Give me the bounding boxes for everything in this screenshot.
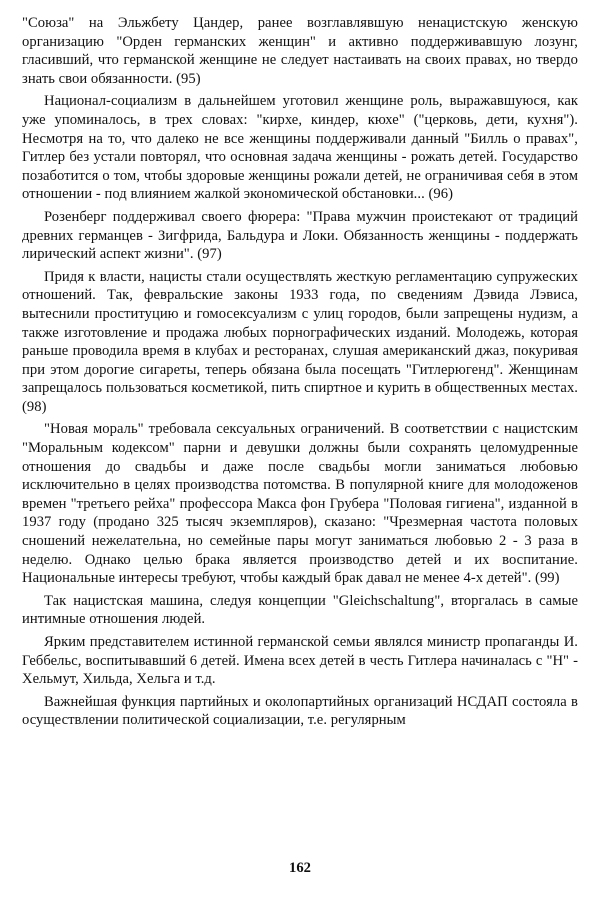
paragraph-5: "Новая мораль" требовала сексуальных ограничений. В соответствии с нацистским "Моральным кодексом" парни и девушки должны были сохранять целомудренные отношения до свадьбы и даже после свадьбы могли заниматься любовью исключительно в целях производства потомства. В популярной книге для молодоженов времен "третьего рейха" профессора Макса фон Грубера "Половая гигиена", изданной в 1937 году (продано 325 тысяч экземпляров), сказано: "Чрезмерная частота половых сношений нежелательна, но семейные пары могут заниматься любовью 2 - 3 раза в неделю. Однако целью брака является производство детей и их воспитание. Национальные интересы требуют, чтобы каждый брак давал не менее 4-х детей". (99) [22,421,578,587]
body-text [22,14,578,734]
paragraph-8: Важнейшая функция партийных и околопартийных организаций НСДАП состояла в осуществлении политической социализации, т.е. регулярным [22,693,578,729]
paragraph-6: Так нацистская машина, следуя концепции "Gleichschaltung", вторгалась в самые интимные отношения людей. [22,592,578,628]
paragraph-1: "Союза" на Эльжбету Цандер, ранее возглавлявшую ненацистскую женскую организацию "Орден германских женщин" и активно поддерживавшую лозунг, гласивший, что германской женщине не следует настаивать на своих правах, но твердо знать свои обязанности. (95) [22,15,578,87]
paragraph-7: Ярким представителем истинной германской семьи являлся министр пропаганды И. Геббельс, воспитывавший 6 детей. Имена всех детей в честь Гитлера начиналась с "Н" - Хельмут, Хильда, Хельга и т.д. [22,634,578,688]
paragraph-4: Придя к власти, нацисты стали осуществлять жесткую регламентацию супружеских отношений. Так, февральские законы 1933 года, по сведениям Дэвида Лэвиса, вытеснили проституцию и гомосексуализм с улиц городов, были запрещены нудизм, а также изготовление и продажа любых порнографических изданий. Молодежь, которая раньше проводила время в клубах и ресторанах, слушая американский джаз, покуривая при этом дорогие сигареты, теперь обязана была посещать "Гитлерюгенд". Женщинам запрещалось пользоваться косметикой, пить спиртное и курить в общественных местах. (98) [22,268,578,415]
page-number: 162 [289,860,311,876]
paragraph-2: Национал-социализм в дальнейшем уготовил женщине роль, выражавшуюся, как уже упоминалось, в трех словах: "кирхе, киндер, кюхе" ("церковь, дети, кухня"). Несмотря на то, что далеко не все женщины поддерживали данный "Билль о правах", Гитлер без устали повторял, что основная задача женщины - рожать детей. Государство позаботится о том, чтобы здоровые женщины рожали детей, не ограничивая себя в этом отношении - под влиянием жалкой экономической обстановки... (96) [22,93,578,203]
paragraph-3: Розенберг поддерживал своего фюрера: "Права мужчин проистекают от традиций древних германцев - Зигфрида, Бальдура и Локи. Обязанность женщины - поддержать лирический аспект жизни". (97) [22,208,578,263]
